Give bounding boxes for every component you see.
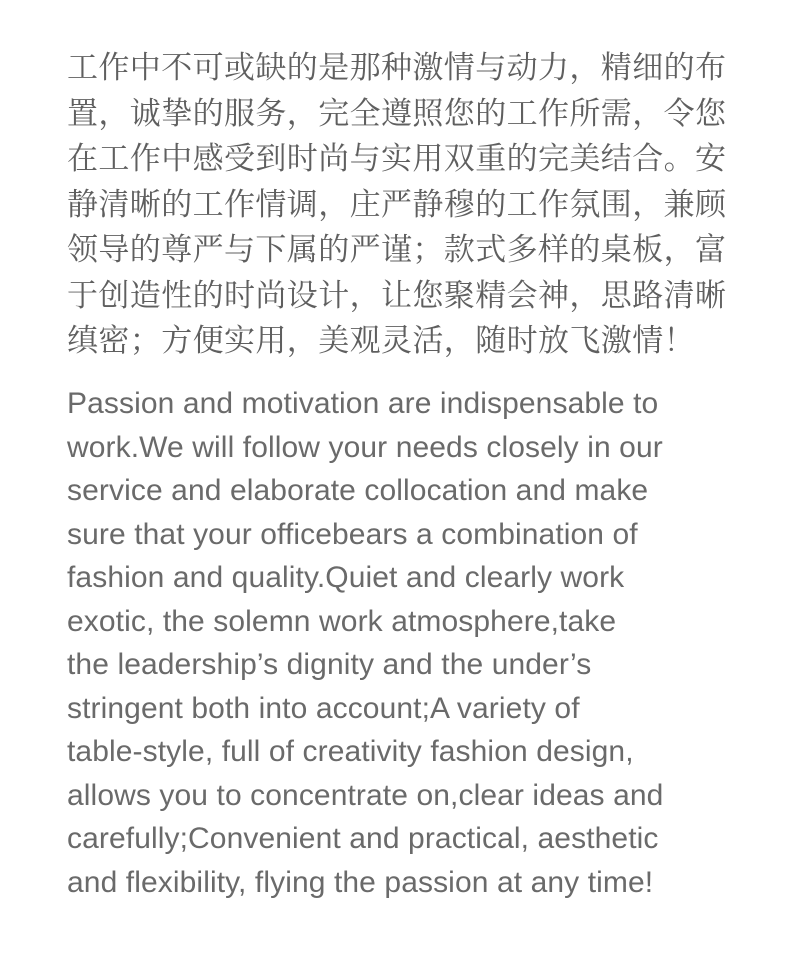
english-line-5: fashion and quality.Quiet and clearly work bbox=[67, 561, 625, 594]
english-line-6: exotic, the solemn work atmosphere,take bbox=[67, 604, 617, 638]
english-line-10: allows you to concentrate on,clear ideas and bbox=[67, 778, 664, 812]
english-line-8: stringent both into account;A variety of bbox=[67, 691, 580, 725]
english-line-3: service and elaborate collocation and make bbox=[67, 474, 649, 507]
english-paragraph bbox=[67, 382, 767, 904]
chinese-line-4: 静清晰的工作情调，庄严静穆的工作氛围，兼顾 bbox=[67, 186, 727, 223]
chinese-line-5: 领导的尊严与下属的严谨；款式多样的桌板，富 bbox=[67, 232, 727, 268]
chinese-line-6: 于创造性的时尚设计，让您聚精会神，思路清晰 bbox=[67, 277, 727, 314]
chinese-paragraph bbox=[67, 46, 747, 365]
english-line-2: work.We will follow your needs closely in our bbox=[67, 430, 663, 464]
english-line-4: sure that your officebears a combination of bbox=[67, 517, 638, 551]
chinese-line-1: 工作中不可或缺的是那种激情与动力，精细的布 bbox=[67, 50, 727, 86]
english-line-9: table-style, full of creativity fashion design, bbox=[67, 735, 634, 768]
chinese-line-7: 缜密；方便实用，美观灵活，随时放飞激情！ bbox=[67, 323, 695, 359]
english-line-11: carefully;Convenient and practical, aesthetic bbox=[67, 822, 659, 855]
english-line-1: Passion and motivation are indispensable to bbox=[67, 387, 659, 420]
chinese-line-3: 在工作中感受到时尚与实用双重的完美结合。安 bbox=[67, 141, 727, 177]
english-line-12: and flexibility, flying the passion at any time! bbox=[67, 865, 654, 899]
english-line-7: the leadership’s dignity and the under’s bbox=[67, 648, 592, 681]
chinese-line-2: 置，诚挚的服务，完全遵照您的工作所需，令您 bbox=[67, 95, 727, 132]
